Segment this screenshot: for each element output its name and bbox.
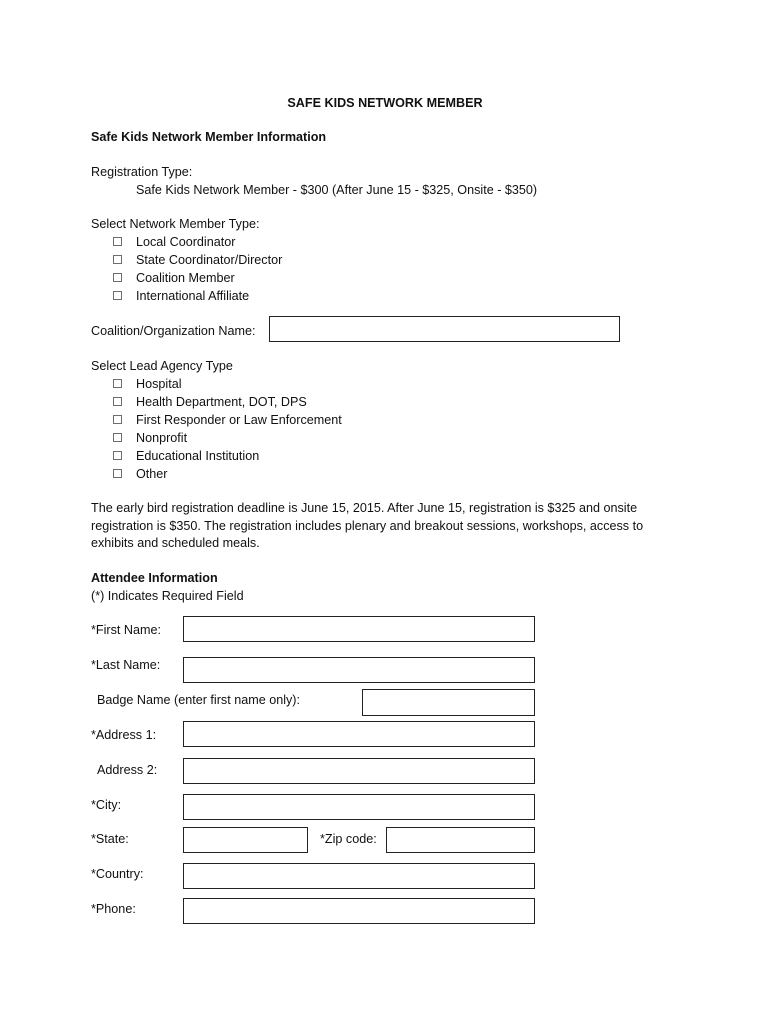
checkbox-educational-institution[interactable] [113,451,122,460]
country-input[interactable] [183,863,535,889]
attendee-heading: Attendee Information [91,571,218,585]
option-educational-institution: Educational Institution [136,449,260,463]
checkbox-international-affiliate[interactable] [113,291,122,300]
checkbox-other[interactable] [113,469,122,478]
badge-name-input[interactable] [362,689,535,716]
first-name-label: *First Name: [91,623,161,637]
badge-name-label: Badge Name (enter first name only): [97,693,300,707]
zip-label: *Zip code: [320,832,377,846]
option-nonprofit: Nonprofit [136,431,188,445]
address1-label: *Address 1: [91,728,157,742]
country-label: *Country: [91,867,144,881]
option-hospital: Hospital [136,377,182,391]
option-state-coordinator: State Coordinator/Director [136,253,283,267]
option-first-responder: First Responder or Law Enforcement [136,413,342,427]
state-input[interactable] [183,827,308,853]
lead-agency-label: Select Lead Agency Type [91,359,233,373]
zip-input[interactable] [386,827,535,853]
checkbox-hospital[interactable] [113,379,122,388]
option-other: Other [136,467,168,481]
option-international-affiliate: International Affiliate [136,289,250,303]
phone-input[interactable] [183,898,535,924]
option-health-department: Health Department, DOT, DPS [136,395,307,409]
address1-input[interactable] [183,721,535,747]
checkbox-first-responder[interactable] [113,415,122,424]
option-coalition-member: Coalition Member [136,271,235,285]
state-label: *State: [91,832,129,846]
checkbox-local-coordinator[interactable] [113,237,122,246]
page-title: SAFE KIDS NETWORK MEMBER [287,96,483,110]
last-name-label: *Last Name: [91,658,161,672]
checkbox-state-coordinator[interactable] [113,255,122,264]
org-name-input[interactable] [269,316,620,342]
member-info-heading: Safe Kids Network Member Information [91,130,327,144]
first-name-input[interactable] [183,616,535,642]
option-local-coordinator: Local Coordinator [136,235,236,249]
deadline-paragraph: The early bird registration deadline is June 15, 2015. After June 15, registration is $325 and onsite registration is $350. The registration includes plenary and breakout sessions, workshops, access to exhibits and scheduled meals. [91,501,644,550]
phone-label: *Phone: [91,902,136,916]
member-type-label: Select Network Member Type: [91,217,260,231]
checkbox-nonprofit[interactable] [113,433,122,442]
registration-type-label: Registration Type: [91,165,193,179]
last-name-input[interactable] [183,657,535,683]
city-label: *City: [91,798,122,812]
checkbox-health-department[interactable] [113,397,122,406]
org-name-label: Coalition/Organization Name: [91,324,256,338]
registration-type-value: Safe Kids Network Member - $300 (After June 15 - $325, Onsite - $350) [136,183,538,197]
city-input[interactable] [183,794,535,820]
address2-label: Address 2: [97,763,158,777]
required-note: (*) Indicates Required Field [91,589,244,603]
address2-input[interactable] [183,758,535,784]
checkbox-coalition-member[interactable] [113,273,122,282]
